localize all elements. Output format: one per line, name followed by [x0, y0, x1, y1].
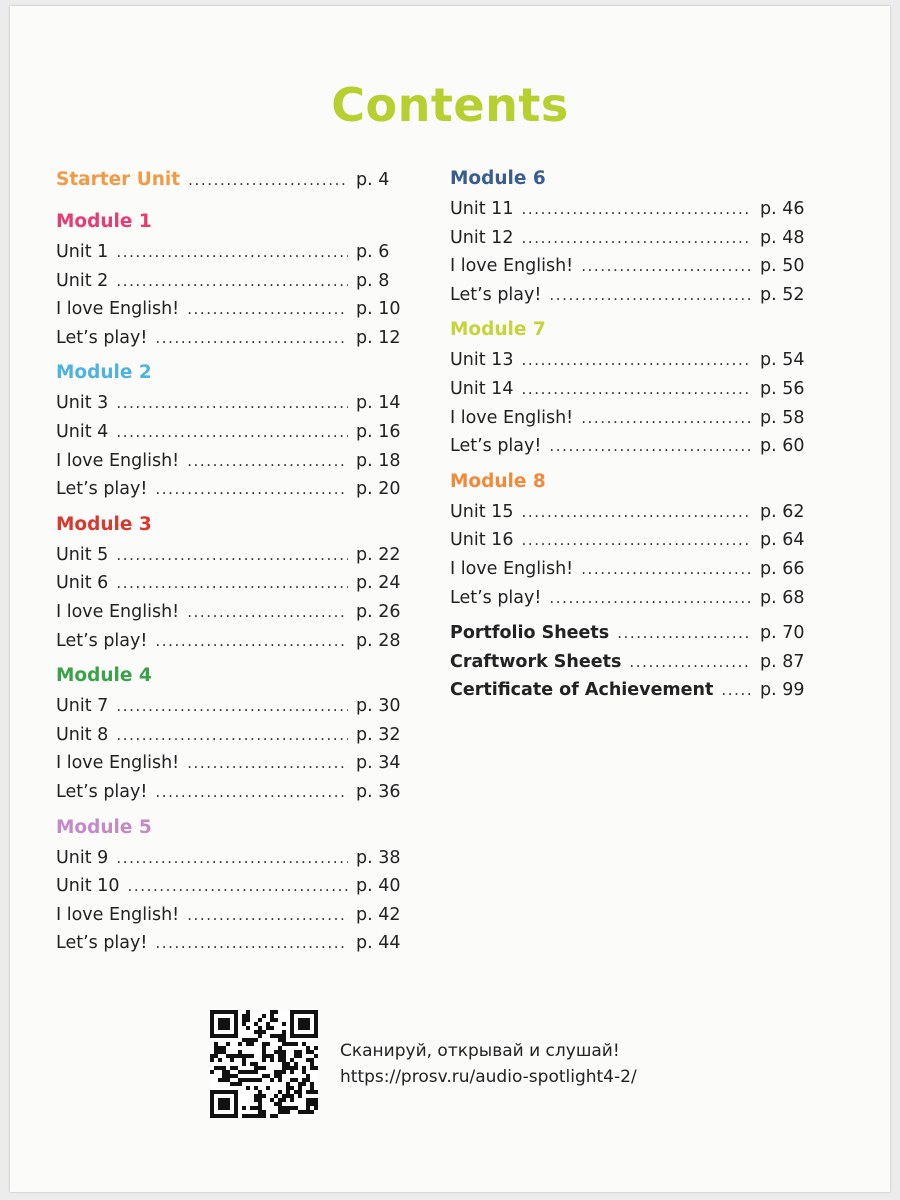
- toc-entry[interactable]: [56, 749, 406, 778]
- dot-leader: [155, 324, 348, 353]
- toc-entry[interactable]: [450, 224, 810, 253]
- toc-entry-page: p. 64: [760, 530, 805, 551]
- toc-entry-label: Unit 12: [450, 227, 514, 248]
- dot-leader: [521, 375, 752, 404]
- module-heading-3: Module 3: [56, 513, 152, 535]
- dot-leader: [155, 475, 348, 504]
- module-heading-7: Module 7: [450, 319, 546, 341]
- dot-leader: [549, 281, 752, 310]
- toc-entry-page: p. 30: [356, 696, 401, 717]
- audio-link-block: [340, 1038, 637, 1090]
- toc-entry-page: p. 4: [356, 170, 390, 190]
- book-page: [10, 6, 890, 1192]
- toc-entry[interactable]: [450, 584, 810, 613]
- toc-entry[interactable]: [56, 238, 406, 267]
- toc-entry-certificate[interactable]: [450, 676, 810, 705]
- toc-entry-label: Unit 5: [56, 544, 109, 565]
- dot-leader: [188, 162, 348, 198]
- toc-entry-page: p. 52: [760, 284, 805, 305]
- toc-entry[interactable]: [450, 375, 810, 404]
- module-heading-6: Module 6: [450, 168, 546, 189]
- audio-url-link[interactable]: https://prosv.ru/audio-spotlight4-2/: [340, 1067, 637, 1087]
- toc-entry-page: p. 87: [760, 651, 805, 672]
- toc-entry[interactable]: [56, 844, 406, 873]
- toc-entry-page: p. 10: [356, 299, 401, 320]
- module-heading-2: Module 2: [56, 362, 152, 384]
- dot-leader: [617, 619, 752, 648]
- toc-entry[interactable]: [56, 541, 406, 570]
- toc-entry[interactable]: [56, 267, 406, 296]
- toc-entry[interactable]: [56, 901, 406, 930]
- toc-entry[interactable]: [450, 252, 810, 281]
- toc-entry-page: p. 26: [356, 601, 401, 622]
- toc-entry-label: Let’s play!: [450, 436, 542, 457]
- toc-entry-page: p. 18: [356, 450, 401, 471]
- toc-entry-label: Unit 8: [56, 724, 109, 745]
- toc-entry-page: p. 34: [356, 753, 401, 774]
- toc-entry-label: I love English!: [450, 558, 574, 579]
- toc-entry[interactable]: [450, 404, 810, 433]
- dot-leader: [721, 676, 752, 705]
- dot-leader: [116, 238, 348, 267]
- toc-entry[interactable]: [56, 692, 406, 721]
- toc-entry-page: p. 42: [356, 904, 401, 925]
- dot-leader: [155, 778, 348, 807]
- dot-leader: [187, 598, 348, 627]
- toc-entry-label: Let’s play!: [56, 630, 148, 651]
- toc-entry-label: Craftwork Sheets: [450, 651, 622, 672]
- toc-entry-page: p. 44: [356, 933, 401, 954]
- dot-leader: [116, 541, 348, 570]
- toc-entry-label: Let’s play!: [56, 933, 148, 954]
- toc-entry[interactable]: [56, 389, 406, 418]
- toc-entry-page: p. 20: [356, 479, 401, 500]
- module-heading-8: Module 8: [450, 470, 546, 492]
- toc-entry-page: p. 66: [760, 558, 805, 579]
- toc-entry[interactable]: [56, 418, 406, 447]
- dot-leader: [116, 692, 348, 721]
- dot-leader: [521, 224, 752, 253]
- toc-entry-label: Unit 2: [56, 270, 109, 291]
- toc-entry[interactable]: [56, 447, 406, 476]
- toc-entry-label: I love English!: [450, 256, 574, 277]
- toc-entry-label: Let’s play!: [450, 587, 542, 608]
- toc-entry-page: p. 58: [760, 407, 805, 428]
- toc-entry-label: Unit 10: [56, 876, 120, 897]
- toc-entry[interactable]: [56, 778, 406, 807]
- toc-entry-label: I love English!: [56, 601, 180, 622]
- toc-entry-page: p. 22: [356, 544, 401, 565]
- toc-entry-label: Unit 15: [450, 501, 514, 522]
- toc-entry-page: p. 24: [356, 573, 401, 594]
- toc-entry[interactable]: [450, 281, 810, 310]
- dot-leader: [521, 346, 752, 375]
- dot-leader: [155, 929, 348, 958]
- toc-entry-page: p. 48: [760, 227, 805, 248]
- contents-right-column: [450, 162, 810, 705]
- toc-entry-page: p. 38: [356, 847, 401, 868]
- toc-entry[interactable]: [56, 475, 406, 504]
- toc-entry[interactable]: [450, 346, 810, 375]
- dot-leader: [187, 295, 348, 324]
- toc-entry-page: p. 54: [760, 350, 805, 371]
- qr-code-icon[interactable]: [210, 1010, 318, 1118]
- dot-leader: [521, 498, 752, 527]
- toc-entry-page: p. 36: [356, 781, 401, 802]
- toc-entry[interactable]: [450, 432, 810, 461]
- toc-entry-label: Unit 11: [450, 199, 514, 219]
- dot-leader: [187, 901, 348, 930]
- toc-entry-starter-unit[interactable]: [56, 162, 406, 198]
- toc-entry-label: Unit 13: [450, 350, 514, 371]
- toc-entry-page: p. 32: [356, 724, 401, 745]
- toc-entry-label: Starter Unit: [56, 169, 181, 190]
- toc-entry-page: p. 12: [356, 327, 401, 348]
- toc-entry-label: I love English!: [56, 299, 180, 320]
- dot-leader: [116, 721, 348, 750]
- toc-entry-page: p. 56: [760, 378, 805, 399]
- toc-entry-label: I love English!: [56, 753, 180, 774]
- dot-leader: [116, 418, 348, 447]
- toc-entry-page: p. 8: [356, 270, 390, 291]
- toc-entry-page: p. 6: [356, 242, 390, 262]
- toc-entry-label: Unit 3: [56, 393, 109, 414]
- toc-entry-page: p. 62: [760, 501, 805, 522]
- toc-entry[interactable]: [450, 498, 810, 527]
- toc-entry-page: p. 68: [760, 587, 805, 608]
- module-heading-1: Module 1: [56, 211, 152, 232]
- toc-entry-page: p. 28: [356, 630, 401, 651]
- dot-leader: [187, 447, 348, 476]
- toc-entry-craftwork-sheets[interactable]: [450, 648, 810, 677]
- toc-entry[interactable]: [450, 555, 810, 584]
- toc-entry-label: I love English!: [450, 407, 574, 428]
- toc-entry-portfolio-sheets[interactable]: [450, 619, 810, 648]
- toc-entry[interactable]: [56, 929, 406, 958]
- toc-entry-label: Unit 16: [450, 530, 514, 551]
- dot-leader: [549, 584, 752, 613]
- toc-entry-page: p. 50: [760, 256, 805, 277]
- dot-leader: [549, 432, 752, 461]
- dot-leader: [116, 267, 348, 296]
- dot-leader: [521, 526, 752, 555]
- contents-left-column: [56, 162, 406, 958]
- dot-leader: [127, 872, 348, 901]
- dot-leader: [581, 404, 752, 433]
- toc-entry-label: Let’s play!: [450, 284, 542, 305]
- toc-entry-label: I love English!: [56, 904, 180, 925]
- toc-entry-page: p. 40: [356, 876, 401, 897]
- dot-leader: [116, 844, 348, 873]
- toc-entry-label: Let’s play!: [56, 479, 148, 500]
- toc-entry-label: Unit 7: [56, 696, 109, 717]
- toc-entry-page: p. 99: [760, 680, 805, 701]
- toc-entry[interactable]: [56, 598, 406, 627]
- toc-entry-label: I love English!: [56, 450, 180, 471]
- dot-leader: [187, 749, 348, 778]
- toc-entry-page: p. 70: [760, 623, 805, 644]
- dot-leader: [581, 252, 752, 281]
- module-heading-5: Module 5: [56, 816, 152, 838]
- toc-entry-label: Unit 1: [56, 242, 109, 262]
- dot-leader: [116, 389, 348, 418]
- module-heading-4: Module 4: [56, 665, 152, 687]
- toc-entry-label: Unit 4: [56, 421, 109, 442]
- toc-entry-label: Let’s play!: [56, 781, 148, 802]
- dot-leader: [581, 555, 752, 584]
- toc-entry[interactable]: [56, 872, 406, 901]
- dot-leader: [629, 648, 752, 677]
- toc-entry-page: p. 46: [760, 199, 805, 219]
- toc-entry-page: p. 16: [356, 421, 401, 442]
- toc-entry-label: Let’s play!: [56, 327, 148, 348]
- page-title: Contents: [331, 78, 569, 132]
- dot-leader: [521, 195, 752, 224]
- toc-entry-page: p. 60: [760, 436, 805, 457]
- toc-entry-label: Unit 9: [56, 847, 109, 868]
- toc-entry[interactable]: [56, 295, 406, 324]
- toc-entry[interactable]: [56, 569, 406, 598]
- toc-entry-page: p. 14: [356, 393, 401, 414]
- dot-leader: [116, 569, 348, 598]
- toc-entry[interactable]: [450, 526, 810, 555]
- toc-entry[interactable]: [56, 721, 406, 750]
- toc-entry[interactable]: [56, 324, 406, 353]
- toc-entry[interactable]: [450, 195, 810, 224]
- toc-entry[interactable]: [56, 627, 406, 656]
- toc-entry-label: Certificate of Achievement: [450, 680, 714, 701]
- toc-entry-label: Unit 6: [56, 573, 109, 594]
- dot-leader: [155, 627, 348, 656]
- scan-instruction: Сканируй, открывай и слушай!: [340, 1041, 620, 1061]
- toc-entry-label: Portfolio Sheets: [450, 623, 610, 644]
- toc-entry-label: Unit 14: [450, 378, 514, 399]
